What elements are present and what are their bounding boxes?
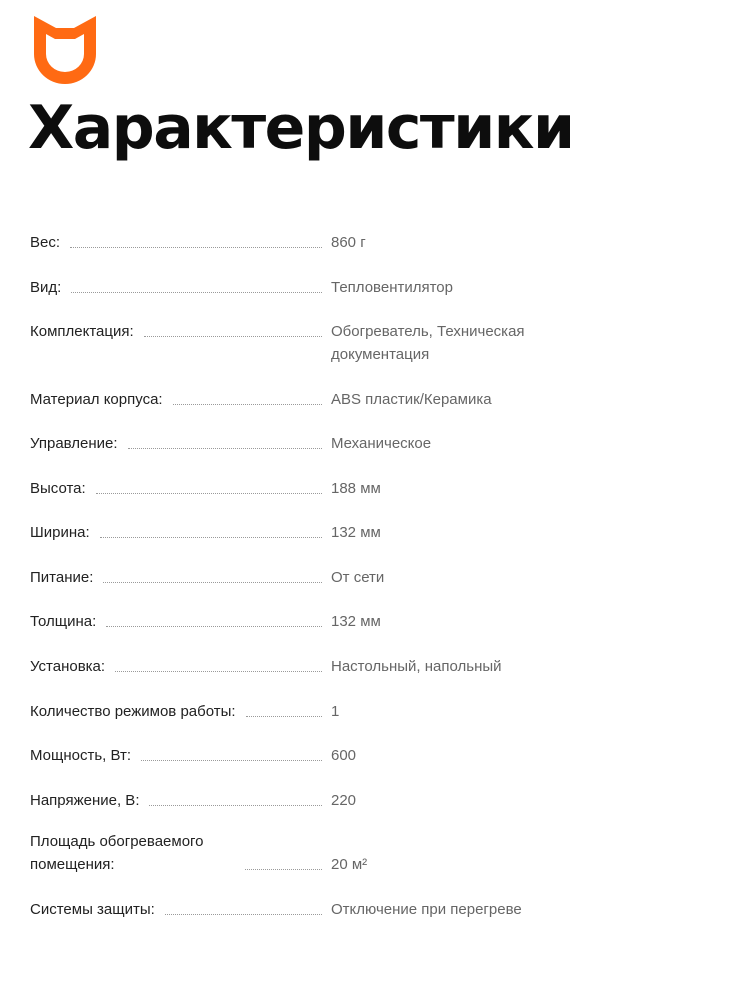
dot-leader <box>144 336 322 337</box>
spec-label: Системы защиты: <box>30 901 155 918</box>
spec-value: 220 <box>331 792 357 809</box>
spec-value: Настольный, напольный <box>331 658 502 675</box>
spec-value: Отключение при перегреве <box>331 901 522 918</box>
dot-leader <box>71 292 322 293</box>
dot-leader <box>246 716 322 717</box>
logo-shape <box>34 16 96 84</box>
spec-value: Тепловентилятор <box>331 279 453 296</box>
spec-value: Механическое <box>331 435 432 452</box>
spec-value: ABS пластик/Керамика <box>331 391 492 408</box>
spec-label: Толщина: <box>30 613 97 630</box>
spec-value: 1 <box>331 703 340 720</box>
dot-leader <box>70 247 322 248</box>
mi-home-logo-icon <box>34 16 96 84</box>
spec-value: Обогреватель, Техническая документация <box>331 323 525 363</box>
spec-value: 132 мм <box>331 613 381 630</box>
spec-value: 600 <box>331 747 357 764</box>
dot-leader <box>149 805 322 806</box>
dot-leader <box>106 626 322 627</box>
spec-label: Материал корпуса: <box>30 391 163 408</box>
page-title: Характеристики <box>28 93 574 163</box>
dot-leader <box>128 448 322 449</box>
spec-label: Вид: <box>30 279 62 296</box>
spec-value: 188 мм <box>331 480 381 497</box>
spec-value: От сети <box>331 569 385 586</box>
dot-leader <box>141 760 322 761</box>
spec-value: 132 мм <box>331 524 381 541</box>
dot-leader <box>100 537 322 538</box>
spec-label: Установка: <box>30 658 106 675</box>
spec-value: 860 г <box>331 234 366 251</box>
spec-label: Высота: <box>30 480 86 497</box>
spec-label: Вес: <box>30 234 61 251</box>
dot-leader <box>103 582 322 583</box>
spec-label: Управление: <box>30 435 118 452</box>
spec-label: Напряжение, В: <box>30 792 140 809</box>
spec-label: Питание: <box>30 569 94 586</box>
spec-label: Комплектация: <box>30 323 134 340</box>
spec-value: 20 м² <box>331 856 368 873</box>
dot-leader <box>165 914 322 915</box>
dot-leader <box>245 869 322 870</box>
spec-label: Ширина: <box>30 524 90 541</box>
spec-label: Мощность, Вт: <box>30 747 132 764</box>
dot-leader <box>173 404 322 405</box>
dot-leader <box>115 671 322 672</box>
spec-label: Количество режимов работы: <box>30 703 236 720</box>
dot-leader <box>96 493 322 494</box>
spec-label: Площадь обогреваемого помещения: <box>30 833 204 873</box>
